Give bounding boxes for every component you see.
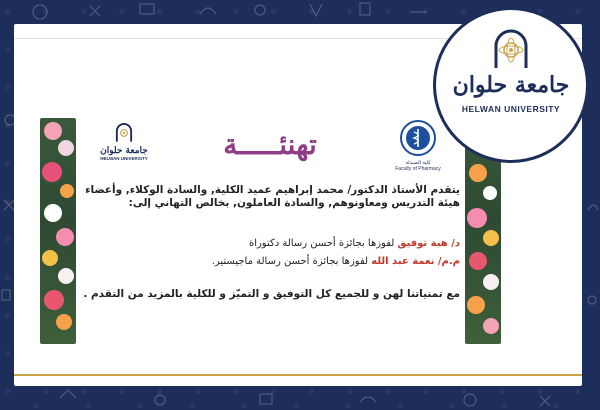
university-small-name-ar: جامعة حلوان [100,146,148,156]
award-line-phd [80,235,460,253]
faculty-logo [388,120,448,172]
university-name-ar: جامعة حلوان [452,72,570,98]
flower-strip-left [40,118,76,344]
award-recipient-name: د/ هبة توفيق [397,238,460,249]
university-logo-small [98,120,150,168]
university-name-en: HELWAN UNIVERSITY [461,104,561,114]
university-emblem-small-icon [114,122,134,144]
page-title: تهنئـــــة [223,128,317,161]
university-small-name-en: HELWAN UNIVERSITY [100,156,148,161]
closing-paragraph: مع تمنياتنا لهن و للجميع كل التوفيق و التميّز و للكلية بالمزيد من التقدم . [83,288,460,300]
faculty-name-en: Faculty of Pharmacy [395,166,441,172]
award-description: لفوزها بجائزة أحسن رسالة دكتوراة [248,238,398,249]
gold-divider [14,374,582,376]
award-recipient-name: م.م/ نعمة عبد الله [371,256,460,267]
award-description: لفوزها بجائزة أحسن رسالة ماجيستير. [211,256,372,267]
pharmacy-emblem-icon [400,120,436,156]
university-logo-large [436,10,586,160]
award-line-masters [80,253,460,271]
faculty-name-ar: كلية الصيدلة [405,160,431,166]
university-emblem-icon [490,28,532,72]
congratulation-paragraph: يتقدم الأستاذ الدكتور/ محمد إبراهيم عميد الكلية, والسادة الوكلاء, وأعضاء هيئة التدريس ومعاونوهم, والسادة العاملون, بخالص التهاني إلى: [85,184,460,209]
